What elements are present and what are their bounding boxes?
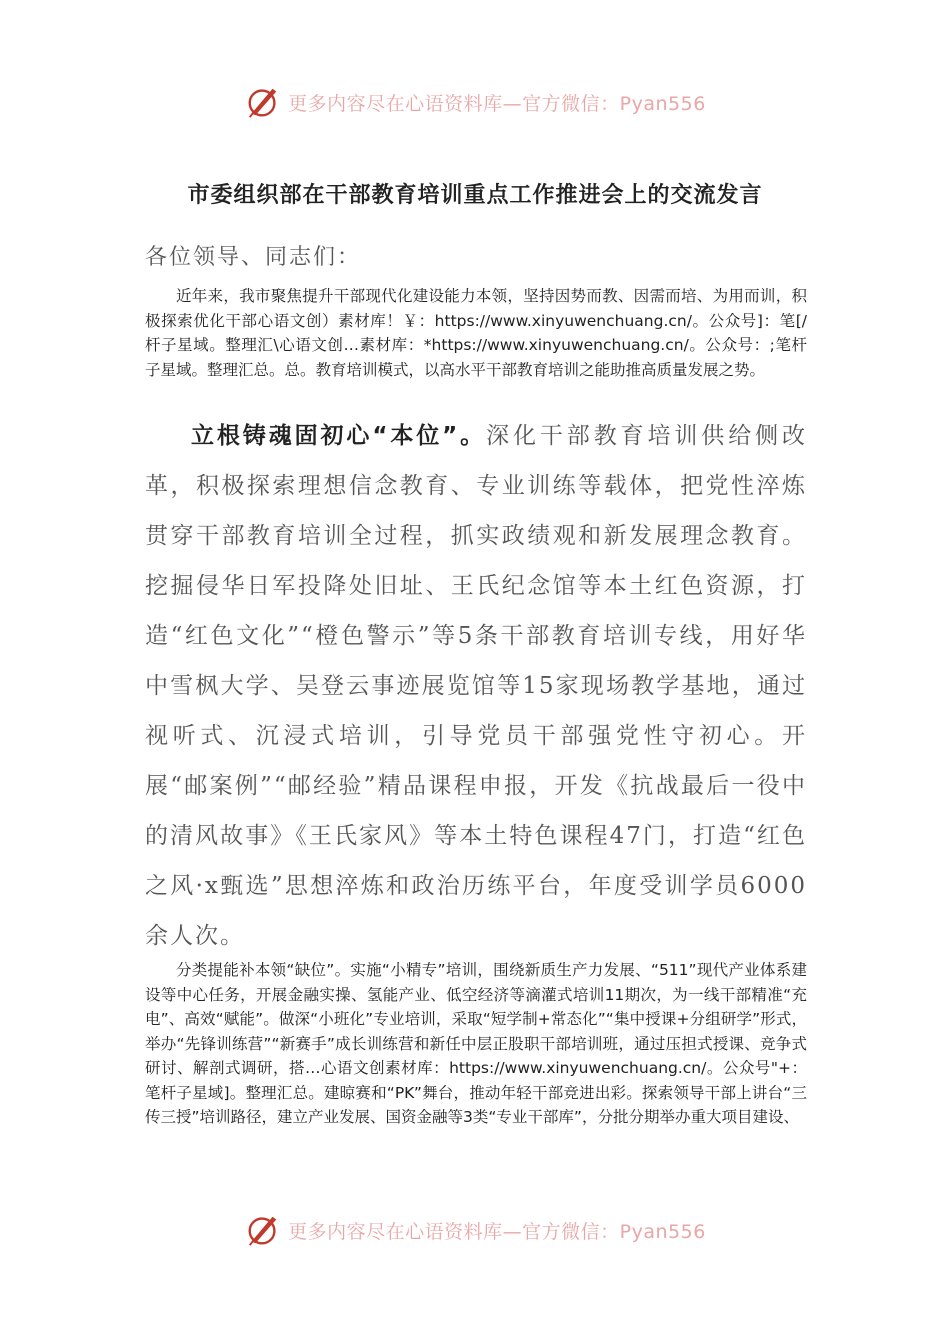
paragraph-section-2: 分类提能补本领“缺位”。实施“小精专”培训，围绕新质生产力发展、“511”现代产业体系建设等中心任务，开展金融实操、氢能产业、低空经济等滴灌式培训11期次，为一线干部精准“充电”、高效“赋能”。做深“小班化”专业培训，采取“短学制+常态化”“集中授课+分组研学”形式，举办“先锋训练营”“新赛手”成长训练营和新任中层正股职干部培训班，通过压担式授课、竞争式研讨、解剖式调研，搭…心语文创素材库：https://www.xinyuwenchuang.cn/。公众号"+：笔杆子星域]。整理汇总。建晾赛和“PK”舞台，推动年轻干部竞进出彩。探索领导干部上讲台“三传三授”培训路径，建立产业发展、国资金融等3类“专业干部库”，分批分期举办重大项目建设、: [145, 961, 807, 1126]
quill-pen-icon: [244, 1211, 282, 1249]
salutation: 各位领导、同志们：: [145, 245, 362, 270]
document-title: 市委组织部在干部教育培训重点工作推进会上的交流发言: [187, 183, 763, 208]
banner-text: 更多内容尽在心语资料库—官方微信：Pyan556: [288, 92, 706, 115]
paragraph-intro: 近年来，我市聚焦提升干部现代化建设能力本领，坚持因势而教、因需而培、为用而训，积极探索优化干部心语文创）素材库！￥：https://www.xinyuwenchuang.cn/。公众号]：笔[/杆子星域。整理汇\心语文创…素材库：*https://www.xinyuwenchuang.cn/。公众号：;笔杆子星域。整理汇总。总。教育培训模式，以高水平干部教育培训之能助推高质量发展之势。: [145, 287, 807, 379]
banner-text: 更多内容尽在心语资料库—官方微信：Pyan556: [288, 1220, 706, 1243]
header-watermark-banner: [0, 82, 950, 122]
quill-pen-icon: [244, 83, 282, 121]
section-1-heading: 立根铸魂固初心“本位”。: [191, 423, 487, 449]
section-1-body: 深化干部教育培训供给侧改革，积极探索理想信念教育、专业训练等载体，把党性淬炼贯穿干部教育培训全过程，抓实政绩观和新发展理念教育。挖掘侵华日军投降处旧址、王氏纪念馆等本土红色资源，打造“红色文化”“橙色警示”等5条干部教育培训专线，用好华中雪枫大学、吴登云事迹展览馆等15家现场教学基地，通过视听式、沉浸式培训，引导党员干部强党性守初心。开展“邮案例”“邮经验”精品课程申报，开发《抗战最后一役中的清风故事》《王氏家风》等本土特色课程47门，打造“红色之风·x甄选”思想淬炼和政治历练平台，年度受训学员6000余人次。: [145, 423, 808, 949]
footer-watermark-banner: [0, 1210, 950, 1250]
paragraph-section-1: [145, 411, 807, 961]
